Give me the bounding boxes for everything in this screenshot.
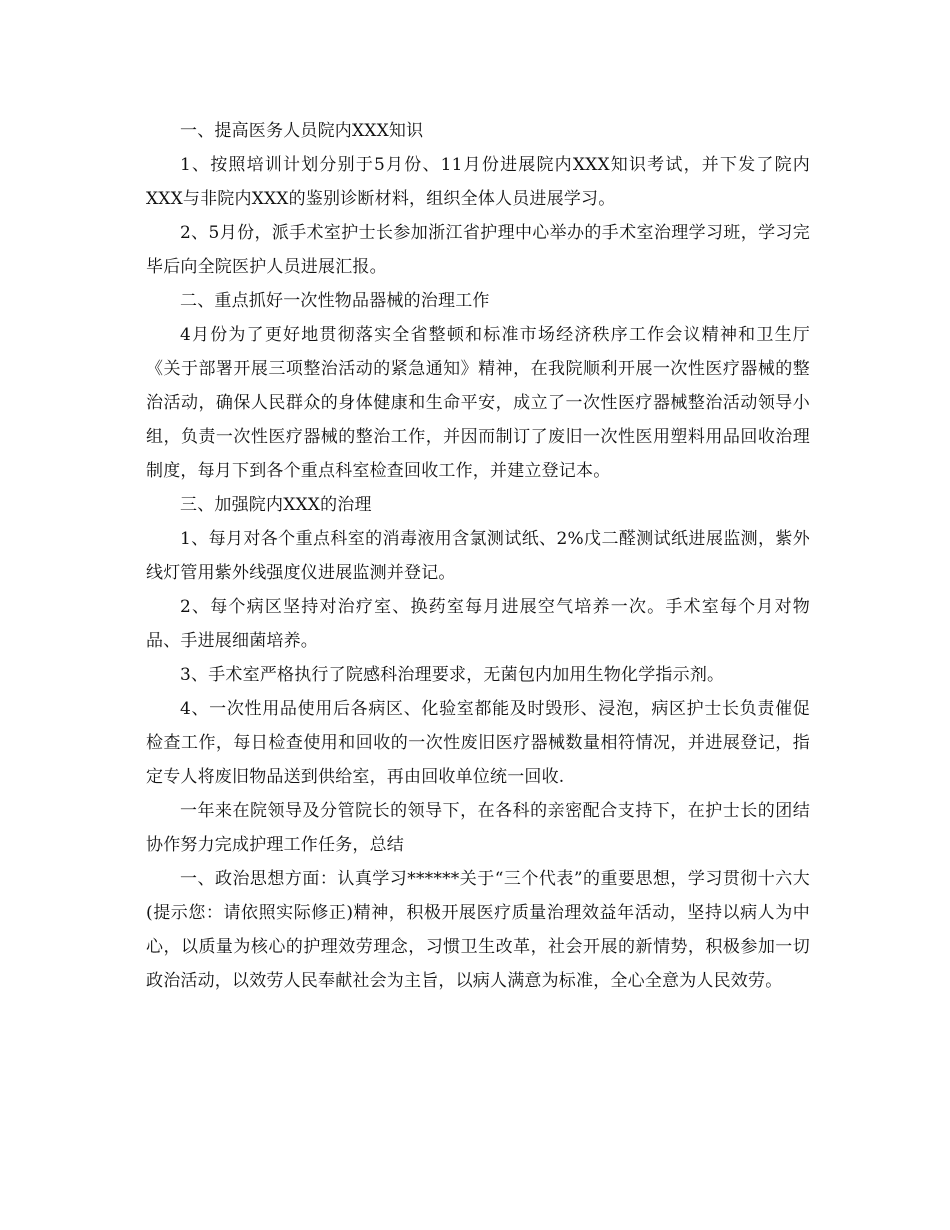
heading-1: 一、提高医务人员院内XXX知识 — [180, 121, 424, 141]
heading-3: 三、加强院内XXX的治理 — [180, 495, 372, 515]
paragraph: 2、5月份，派手术室护士长参加浙江省护理中心举办的手术室治理学习班，学习完毕后向全院医护人员进展汇报。 — [146, 223, 810, 277]
paragraph: 一、政治思想方面：认真学习******关于“三个代表”的重要思想，学习贯彻十六大(提示您：请依照实际修正)精神，积极开展医疗质量治理效益年活动，坚持以病人为中心，以质量为核心的护理效劳理念，习惯卫生改革，社会开展的新情势，积极参加一切政治活动，以效劳人民奉献社会为主旨，以病人满意为标准，全心全意为人民效劳。 — [146, 869, 810, 991]
paragraph: 1、每月对各个重点科室的消毒液用含氯测试纸、2%戊二醛测试纸进展监测，紫外线灯管用紫外线强度仪进展监测并登记。 — [146, 529, 810, 583]
document-body — [146, 114, 810, 998]
paragraph: 1、按照培训计划分别于5月份、11月份进展院内XXX知识考试，并下发了院内XXX与非院内XXX的鉴别诊断材料，组织全体人员进展学习。 — [146, 155, 810, 209]
heading-2: 二、重点抓好一次性物品器械的治理工作 — [180, 291, 490, 311]
paragraph: 2、每个病区坚持对治疗室、换药室每月进展空气培养一次。手术室每个月对物品、手进展细菌培养。 — [146, 597, 810, 651]
paragraph: 一年来在院领导及分管院长的领导下，在各科的亲密配合支持下，在护士长的团结协作努力完成护理工作任务，总结 — [146, 801, 810, 855]
paragraph: 4、一次性用品使用后各病区、化验室都能及时毁形、浸泡，病区护士长负责催促检查工作，每日检查使用和回收的一次性废旧医疗器械数量相符情况，并进展登记，指定专人将废旧物品送到供给室，再由回收单位统一回收. — [146, 699, 810, 787]
paragraph: 4月份为了更好地贯彻落实全省整顿和标准市场经济秩序工作会议精神和卫生厅《关于部署开展三项整治活动的紧急通知》精神，在我院顺利开展一次性医疗器械的整治活动，确保人民群众的身体健康和生命平安，成立了一次性医疗器械整治活动领导小组，负责一次性医疗器械的整治工作，并因而制订了废旧一次性医用塑料用品回收治理制度，每月下到各个重点科室检查回收工作，并建立登记本。 — [146, 325, 810, 481]
paragraph: 3、手术室严格执行了院感科治理要求，无菌包内加用生物化学指示剂。 — [180, 665, 725, 685]
